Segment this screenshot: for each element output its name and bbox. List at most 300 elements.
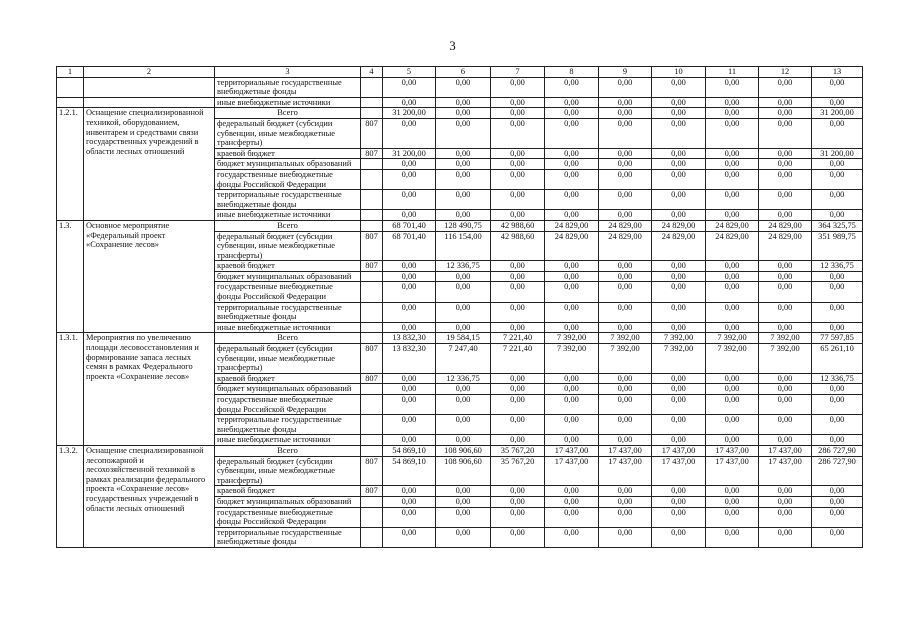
- code-cell: [361, 282, 383, 302]
- funding-source-cell: федеральный бюджет (субсидии субвенции, иные межбюджетные трансферты): [215, 456, 361, 486]
- header-cell: 12: [759, 67, 812, 78]
- funding-source-cell: краевой бюджет: [215, 148, 361, 159]
- amount-cell: 7 392,00: [759, 344, 812, 374]
- amount-cell: 0,00: [383, 159, 436, 170]
- amount-cell: 0,00: [491, 322, 545, 333]
- amount-cell: 0,00: [545, 373, 599, 384]
- amount-cell: 0,00: [812, 507, 863, 527]
- amount-cell: 0,00: [599, 118, 652, 148]
- amount-cell: 0,00: [436, 435, 491, 446]
- amount-cell: 0,00: [706, 148, 759, 159]
- amount-cell: 24 829,00: [652, 220, 706, 231]
- header-cell: 11: [706, 67, 759, 78]
- amount-cell: 108 906,60: [436, 456, 491, 486]
- item-name-cell: Основное мероприятие «Федеральный проект «Сохранение лесов»: [84, 220, 215, 333]
- funding-source-cell: федеральный бюджет (субсидии субвенции, иные межбюджетные трансферты): [215, 344, 361, 374]
- amount-cell: 0,00: [812, 210, 863, 221]
- amount-cell: 0,00: [545, 302, 599, 322]
- amount-cell: 24 829,00: [759, 231, 812, 261]
- amount-cell: 0,00: [383, 384, 436, 395]
- item-name-cell: [84, 77, 215, 97]
- amount-cell: 0,00: [652, 373, 706, 384]
- amount-cell: 7 247,40: [436, 344, 491, 374]
- amount-cell: 17 437,00: [706, 445, 759, 456]
- amount-cell: 0,00: [599, 159, 652, 170]
- table-row: [57, 445, 863, 456]
- header-cell: 7: [491, 67, 545, 78]
- amount-cell: 0,00: [759, 373, 812, 384]
- amount-cell: 0,00: [812, 190, 863, 210]
- amount-cell: 0,00: [383, 169, 436, 189]
- amount-cell: 0,00: [491, 282, 545, 302]
- amount-cell: 0,00: [652, 97, 706, 108]
- funding-source-cell: федеральный бюджет (субсидии субвенции, иные межбюджетные трансферты): [215, 118, 361, 148]
- amount-cell: 0,00: [491, 486, 545, 497]
- amount-cell: 0,00: [652, 261, 706, 272]
- amount-cell: 0,00: [599, 322, 652, 333]
- funding-source-cell: территориальные государственные внебюджетные фонды: [215, 190, 361, 210]
- amount-cell: 0,00: [545, 384, 599, 395]
- amount-cell: 17 437,00: [652, 456, 706, 486]
- code-cell: [361, 384, 383, 395]
- amount-cell: 0,00: [491, 384, 545, 395]
- amount-cell: 0,00: [759, 97, 812, 108]
- table-row: [57, 108, 863, 119]
- code-cell: [361, 322, 383, 333]
- amount-cell: 0,00: [706, 108, 759, 119]
- amount-cell: 0,00: [545, 169, 599, 189]
- amount-cell: 0,00: [759, 415, 812, 435]
- item-name-cell: Мероприятия по увеличению площади лесовосстановления и формирование запаса лесных семян в рамках Федерального проекта «Сохранение лесов»: [84, 333, 215, 446]
- amount-cell: 12 336,75: [812, 373, 863, 384]
- item-name-cell: Оснащение специализированной лесопожарной и лесохозяйственной техникой в рамках реализации федерального проекта «Сохранение лесов» государственных учреждений в области лесных отношений: [84, 445, 215, 547]
- code-cell: [361, 220, 383, 231]
- amount-cell: 0,00: [759, 395, 812, 415]
- amount-cell: 0,00: [812, 118, 863, 148]
- amount-cell: 0,00: [812, 496, 863, 507]
- table-body: [57, 67, 863, 548]
- amount-cell: 0,00: [812, 435, 863, 446]
- amount-cell: 0,00: [491, 118, 545, 148]
- amount-cell: 0,00: [491, 261, 545, 272]
- amount-cell: 0,00: [383, 271, 436, 282]
- amount-cell: 0,00: [812, 97, 863, 108]
- amount-cell: 0,00: [599, 373, 652, 384]
- code-cell: [361, 395, 383, 415]
- code-cell: [361, 333, 383, 344]
- amount-cell: 0,00: [759, 210, 812, 221]
- amount-cell: 0,00: [383, 496, 436, 507]
- code-cell: [361, 496, 383, 507]
- amount-cell: 0,00: [706, 169, 759, 189]
- amount-cell: 0,00: [599, 169, 652, 189]
- amount-cell: 7 221,40: [491, 344, 545, 374]
- funding-source-cell: Всего: [215, 445, 361, 456]
- amount-cell: 0,00: [383, 507, 436, 527]
- funding-source-cell: бюджет муниципальных образований: [215, 159, 361, 170]
- amount-cell: 24 829,00: [545, 231, 599, 261]
- amount-cell: 0,00: [436, 148, 491, 159]
- amount-cell: 0,00: [491, 415, 545, 435]
- funding-source-cell: иные внебюджетные источники: [215, 210, 361, 221]
- amount-cell: 24 829,00: [759, 220, 812, 231]
- amount-cell: 68 701,40: [383, 231, 436, 261]
- amount-cell: 0,00: [545, 118, 599, 148]
- amount-cell: 7 392,00: [652, 333, 706, 344]
- code-cell: [361, 507, 383, 527]
- code-cell: [361, 271, 383, 282]
- amount-cell: 0,00: [759, 118, 812, 148]
- amount-cell: 54 869,10: [383, 456, 436, 486]
- amount-cell: 68 701,40: [383, 220, 436, 231]
- amount-cell: 0,00: [706, 496, 759, 507]
- table-row: [57, 333, 863, 344]
- amount-cell: 0,00: [491, 496, 545, 507]
- funding-source-cell: государственные внебюджетные фонды Российской Федерации: [215, 395, 361, 415]
- amount-cell: 24 829,00: [706, 231, 759, 261]
- amount-cell: 0,00: [491, 373, 545, 384]
- amount-cell: 0,00: [491, 108, 545, 119]
- amount-cell: 0,00: [759, 322, 812, 333]
- amount-cell: 7 392,00: [706, 344, 759, 374]
- amount-cell: 0,00: [436, 322, 491, 333]
- code-cell: [361, 169, 383, 189]
- amount-cell: 19 584,15: [436, 333, 491, 344]
- amount-cell: 0,00: [812, 486, 863, 497]
- amount-cell: 0,00: [545, 148, 599, 159]
- amount-cell: 12 336,75: [436, 261, 491, 272]
- amount-cell: 0,00: [812, 322, 863, 333]
- funding-source-cell: государственные внебюджетные фонды Российской Федерации: [215, 169, 361, 189]
- amount-cell: 0,00: [491, 507, 545, 527]
- amount-cell: 0,00: [812, 159, 863, 170]
- amount-cell: 0,00: [706, 527, 759, 547]
- amount-cell: 65 261,10: [812, 344, 863, 374]
- amount-cell: 0,00: [652, 282, 706, 302]
- amount-cell: 0,00: [706, 435, 759, 446]
- amount-cell: 0,00: [436, 384, 491, 395]
- amount-cell: 0,00: [706, 415, 759, 435]
- amount-cell: 0,00: [652, 210, 706, 221]
- amount-cell: 0,00: [436, 77, 491, 97]
- funding-source-cell: Всего: [215, 220, 361, 231]
- code-cell: 807: [361, 231, 383, 261]
- amount-cell: 0,00: [706, 190, 759, 210]
- amount-cell: 0,00: [436, 118, 491, 148]
- amount-cell: 0,00: [436, 169, 491, 189]
- amount-cell: 128 490,75: [436, 220, 491, 231]
- amount-cell: 0,00: [599, 190, 652, 210]
- funding-source-cell: бюджет муниципальных образований: [215, 496, 361, 507]
- amount-cell: 0,00: [599, 435, 652, 446]
- amount-cell: 0,00: [545, 282, 599, 302]
- amount-cell: 0,00: [812, 302, 863, 322]
- amount-cell: 0,00: [436, 395, 491, 415]
- amount-cell: 0,00: [706, 261, 759, 272]
- amount-cell: 0,00: [545, 527, 599, 547]
- funding-source-cell: территориальные государственные внебюджетные фонды: [215, 77, 361, 97]
- amount-cell: 0,00: [545, 415, 599, 435]
- amount-cell: 0,00: [599, 415, 652, 435]
- funding-source-cell: иные внебюджетные источники: [215, 97, 361, 108]
- amount-cell: 0,00: [759, 384, 812, 395]
- amount-cell: 0,00: [759, 261, 812, 272]
- code-cell: 807: [361, 148, 383, 159]
- amount-cell: 17 437,00: [599, 456, 652, 486]
- funding-source-cell: иные внебюджетные источники: [215, 322, 361, 333]
- amount-cell: 12 336,75: [436, 373, 491, 384]
- amount-cell: 0,00: [383, 373, 436, 384]
- amount-cell: 0,00: [759, 159, 812, 170]
- amount-cell: 7 392,00: [706, 333, 759, 344]
- table-row: [57, 77, 863, 97]
- code-cell: [361, 415, 383, 435]
- amount-cell: 0,00: [812, 415, 863, 435]
- amount-cell: 0,00: [545, 271, 599, 282]
- amount-cell: 0,00: [599, 97, 652, 108]
- amount-cell: 0,00: [759, 169, 812, 189]
- amount-cell: 0,00: [383, 210, 436, 221]
- amount-cell: 0,00: [706, 271, 759, 282]
- funding-source-cell: краевой бюджет: [215, 486, 361, 497]
- code-cell: 807: [361, 344, 383, 374]
- amount-cell: 351 989,75: [812, 231, 863, 261]
- amount-cell: 0,00: [759, 507, 812, 527]
- amount-cell: 0,00: [599, 77, 652, 97]
- amount-cell: 286 727,90: [812, 456, 863, 486]
- amount-cell: 0,00: [599, 210, 652, 221]
- amount-cell: 108 906,60: [436, 445, 491, 456]
- column-number-header: [57, 67, 863, 78]
- amount-cell: 0,00: [706, 384, 759, 395]
- amount-cell: 0,00: [545, 507, 599, 527]
- header-cell: 1: [57, 67, 84, 78]
- amount-cell: 0,00: [759, 435, 812, 446]
- header-cell: 2: [84, 67, 215, 78]
- amount-cell: 0,00: [759, 282, 812, 302]
- amount-cell: 0,00: [652, 496, 706, 507]
- amount-cell: 0,00: [436, 190, 491, 210]
- amount-cell: 0,00: [545, 395, 599, 415]
- code-cell: [361, 97, 383, 108]
- code-cell: [361, 527, 383, 547]
- amount-cell: 0,00: [759, 271, 812, 282]
- amount-cell: 0,00: [436, 97, 491, 108]
- code-cell: [361, 190, 383, 210]
- amount-cell: 0,00: [383, 415, 436, 435]
- amount-cell: 0,00: [706, 210, 759, 221]
- amount-cell: 0,00: [491, 190, 545, 210]
- amount-cell: 0,00: [759, 190, 812, 210]
- amount-cell: 0,00: [759, 527, 812, 547]
- amount-cell: 0,00: [706, 373, 759, 384]
- amount-cell: 54 869,10: [383, 445, 436, 456]
- amount-cell: 0,00: [706, 507, 759, 527]
- amount-cell: 0,00: [706, 77, 759, 97]
- amount-cell: 0,00: [759, 148, 812, 159]
- code-cell: 807: [361, 261, 383, 272]
- amount-cell: 286 727,90: [812, 445, 863, 456]
- amount-cell: 0,00: [545, 496, 599, 507]
- amount-cell: 0,00: [706, 395, 759, 415]
- amount-cell: 0,00: [652, 271, 706, 282]
- header-cell: 4: [361, 67, 383, 78]
- amount-cell: 0,00: [706, 282, 759, 302]
- amount-cell: 0,00: [599, 148, 652, 159]
- funding-source-cell: Всего: [215, 333, 361, 344]
- amount-cell: 0,00: [706, 118, 759, 148]
- amount-cell: 0,00: [652, 384, 706, 395]
- amount-cell: 42 988,60: [491, 231, 545, 261]
- amount-cell: 0,00: [491, 77, 545, 97]
- amount-cell: 0,00: [599, 108, 652, 119]
- amount-cell: 0,00: [491, 148, 545, 159]
- header-cell: 8: [545, 67, 599, 78]
- amount-cell: 0,00: [545, 486, 599, 497]
- header-cell: 10: [652, 67, 706, 78]
- amount-cell: 0,00: [545, 77, 599, 97]
- amount-cell: 0,00: [383, 486, 436, 497]
- amount-cell: 0,00: [599, 261, 652, 272]
- amount-cell: 0,00: [545, 322, 599, 333]
- amount-cell: 7 392,00: [599, 344, 652, 374]
- amount-cell: 0,00: [491, 271, 545, 282]
- amount-cell: 0,00: [436, 108, 491, 119]
- amount-cell: 0,00: [383, 322, 436, 333]
- amount-cell: 7 392,00: [759, 333, 812, 344]
- amount-cell: 116 154,00: [436, 231, 491, 261]
- funding-source-cell: бюджет муниципальных образований: [215, 384, 361, 395]
- header-cell: 13: [812, 67, 863, 78]
- amount-cell: 0,00: [491, 527, 545, 547]
- amount-cell: 0,00: [545, 159, 599, 170]
- amount-cell: 31 200,00: [812, 148, 863, 159]
- code-cell: [361, 435, 383, 446]
- amount-cell: 0,00: [759, 77, 812, 97]
- amount-cell: 0,00: [383, 527, 436, 547]
- code-cell: 807: [361, 373, 383, 384]
- amount-cell: 0,00: [491, 97, 545, 108]
- amount-cell: 0,00: [652, 118, 706, 148]
- amount-cell: 0,00: [652, 190, 706, 210]
- amount-cell: 0,00: [491, 169, 545, 189]
- amount-cell: 0,00: [545, 97, 599, 108]
- amount-cell: 31 200,00: [812, 108, 863, 119]
- amount-cell: 24 829,00: [599, 220, 652, 231]
- amount-cell: 0,00: [545, 210, 599, 221]
- amount-cell: 0,00: [759, 302, 812, 322]
- amount-cell: 7 392,00: [599, 333, 652, 344]
- amount-cell: 0,00: [652, 108, 706, 119]
- amount-cell: 0,00: [652, 302, 706, 322]
- amount-cell: 0,00: [706, 486, 759, 497]
- amount-cell: 0,00: [652, 148, 706, 159]
- amount-cell: 0,00: [383, 190, 436, 210]
- funding-source-cell: краевой бюджет: [215, 373, 361, 384]
- amount-cell: 12 336,75: [812, 261, 863, 272]
- code-cell: [361, 445, 383, 456]
- funding-source-cell: государственные внебюджетные фонды Российской Федерации: [215, 282, 361, 302]
- amount-cell: 24 829,00: [599, 231, 652, 261]
- amount-cell: 0,00: [759, 486, 812, 497]
- header-cell: 3: [215, 67, 361, 78]
- code-cell: [361, 302, 383, 322]
- amount-cell: 0,00: [383, 261, 436, 272]
- amount-cell: 0,00: [652, 322, 706, 333]
- amount-cell: 0,00: [812, 527, 863, 547]
- amount-cell: 0,00: [812, 395, 863, 415]
- amount-cell: 0,00: [491, 210, 545, 221]
- amount-cell: 17 437,00: [545, 456, 599, 486]
- item-name-cell: Оснащение специализированной техникой, оборудованием, инвентарем и средствами связи государственных учреждений в области лесных отношений: [84, 108, 215, 221]
- code-cell: [361, 108, 383, 119]
- amount-cell: 7 392,00: [545, 344, 599, 374]
- amount-cell: 0,00: [436, 159, 491, 170]
- amount-cell: 0,00: [383, 395, 436, 415]
- item-number-cell: 1.2.1.: [57, 108, 84, 221]
- amount-cell: 0,00: [436, 507, 491, 527]
- amount-cell: 24 829,00: [706, 220, 759, 231]
- amount-cell: 0,00: [599, 496, 652, 507]
- amount-cell: 42 988,60: [491, 220, 545, 231]
- amount-cell: 0,00: [599, 384, 652, 395]
- amount-cell: 0,00: [599, 527, 652, 547]
- amount-cell: 0,00: [652, 435, 706, 446]
- amount-cell: 0,00: [652, 507, 706, 527]
- amount-cell: 17 437,00: [652, 445, 706, 456]
- amount-cell: 0,00: [383, 302, 436, 322]
- item-number-cell: 1.3.2.: [57, 445, 84, 547]
- amount-cell: 17 437,00: [599, 445, 652, 456]
- item-number-cell: 1.3.1.: [57, 333, 84, 446]
- code-cell: 807: [361, 456, 383, 486]
- amount-cell: 0,00: [706, 159, 759, 170]
- item-number-cell: [57, 97, 84, 108]
- table-row: [57, 97, 863, 108]
- amount-cell: 24 829,00: [652, 231, 706, 261]
- amount-cell: 0,00: [812, 169, 863, 189]
- code-cell: 807: [361, 118, 383, 148]
- funding-source-cell: государственные внебюджетные фонды Российской Федерации: [215, 507, 361, 527]
- amount-cell: 0,00: [491, 395, 545, 415]
- amount-cell: 35 767,20: [491, 456, 545, 486]
- amount-cell: 0,00: [599, 395, 652, 415]
- amount-cell: 0,00: [383, 282, 436, 302]
- amount-cell: 0,00: [652, 527, 706, 547]
- amount-cell: 0,00: [545, 435, 599, 446]
- amount-cell: 0,00: [491, 435, 545, 446]
- funding-source-cell: бюджет муниципальных образований: [215, 271, 361, 282]
- amount-cell: 0,00: [436, 486, 491, 497]
- amount-cell: 0,00: [599, 282, 652, 302]
- amount-cell: 0,00: [759, 496, 812, 507]
- amount-cell: 31 200,00: [383, 148, 436, 159]
- amount-cell: 0,00: [436, 210, 491, 221]
- amount-cell: 13 832,30: [383, 344, 436, 374]
- code-cell: 807: [361, 486, 383, 497]
- amount-cell: 0,00: [812, 271, 863, 282]
- amount-cell: 0,00: [599, 271, 652, 282]
- funding-source-cell: Всего: [215, 108, 361, 119]
- amount-cell: 17 437,00: [759, 456, 812, 486]
- amount-cell: 0,00: [652, 486, 706, 497]
- amount-cell: 0,00: [383, 118, 436, 148]
- amount-cell: 364 325,75: [812, 220, 863, 231]
- amount-cell: 0,00: [812, 282, 863, 302]
- amount-cell: 0,00: [436, 302, 491, 322]
- funding-source-cell: территориальные государственные внебюджетные фонды: [215, 302, 361, 322]
- amount-cell: 0,00: [706, 322, 759, 333]
